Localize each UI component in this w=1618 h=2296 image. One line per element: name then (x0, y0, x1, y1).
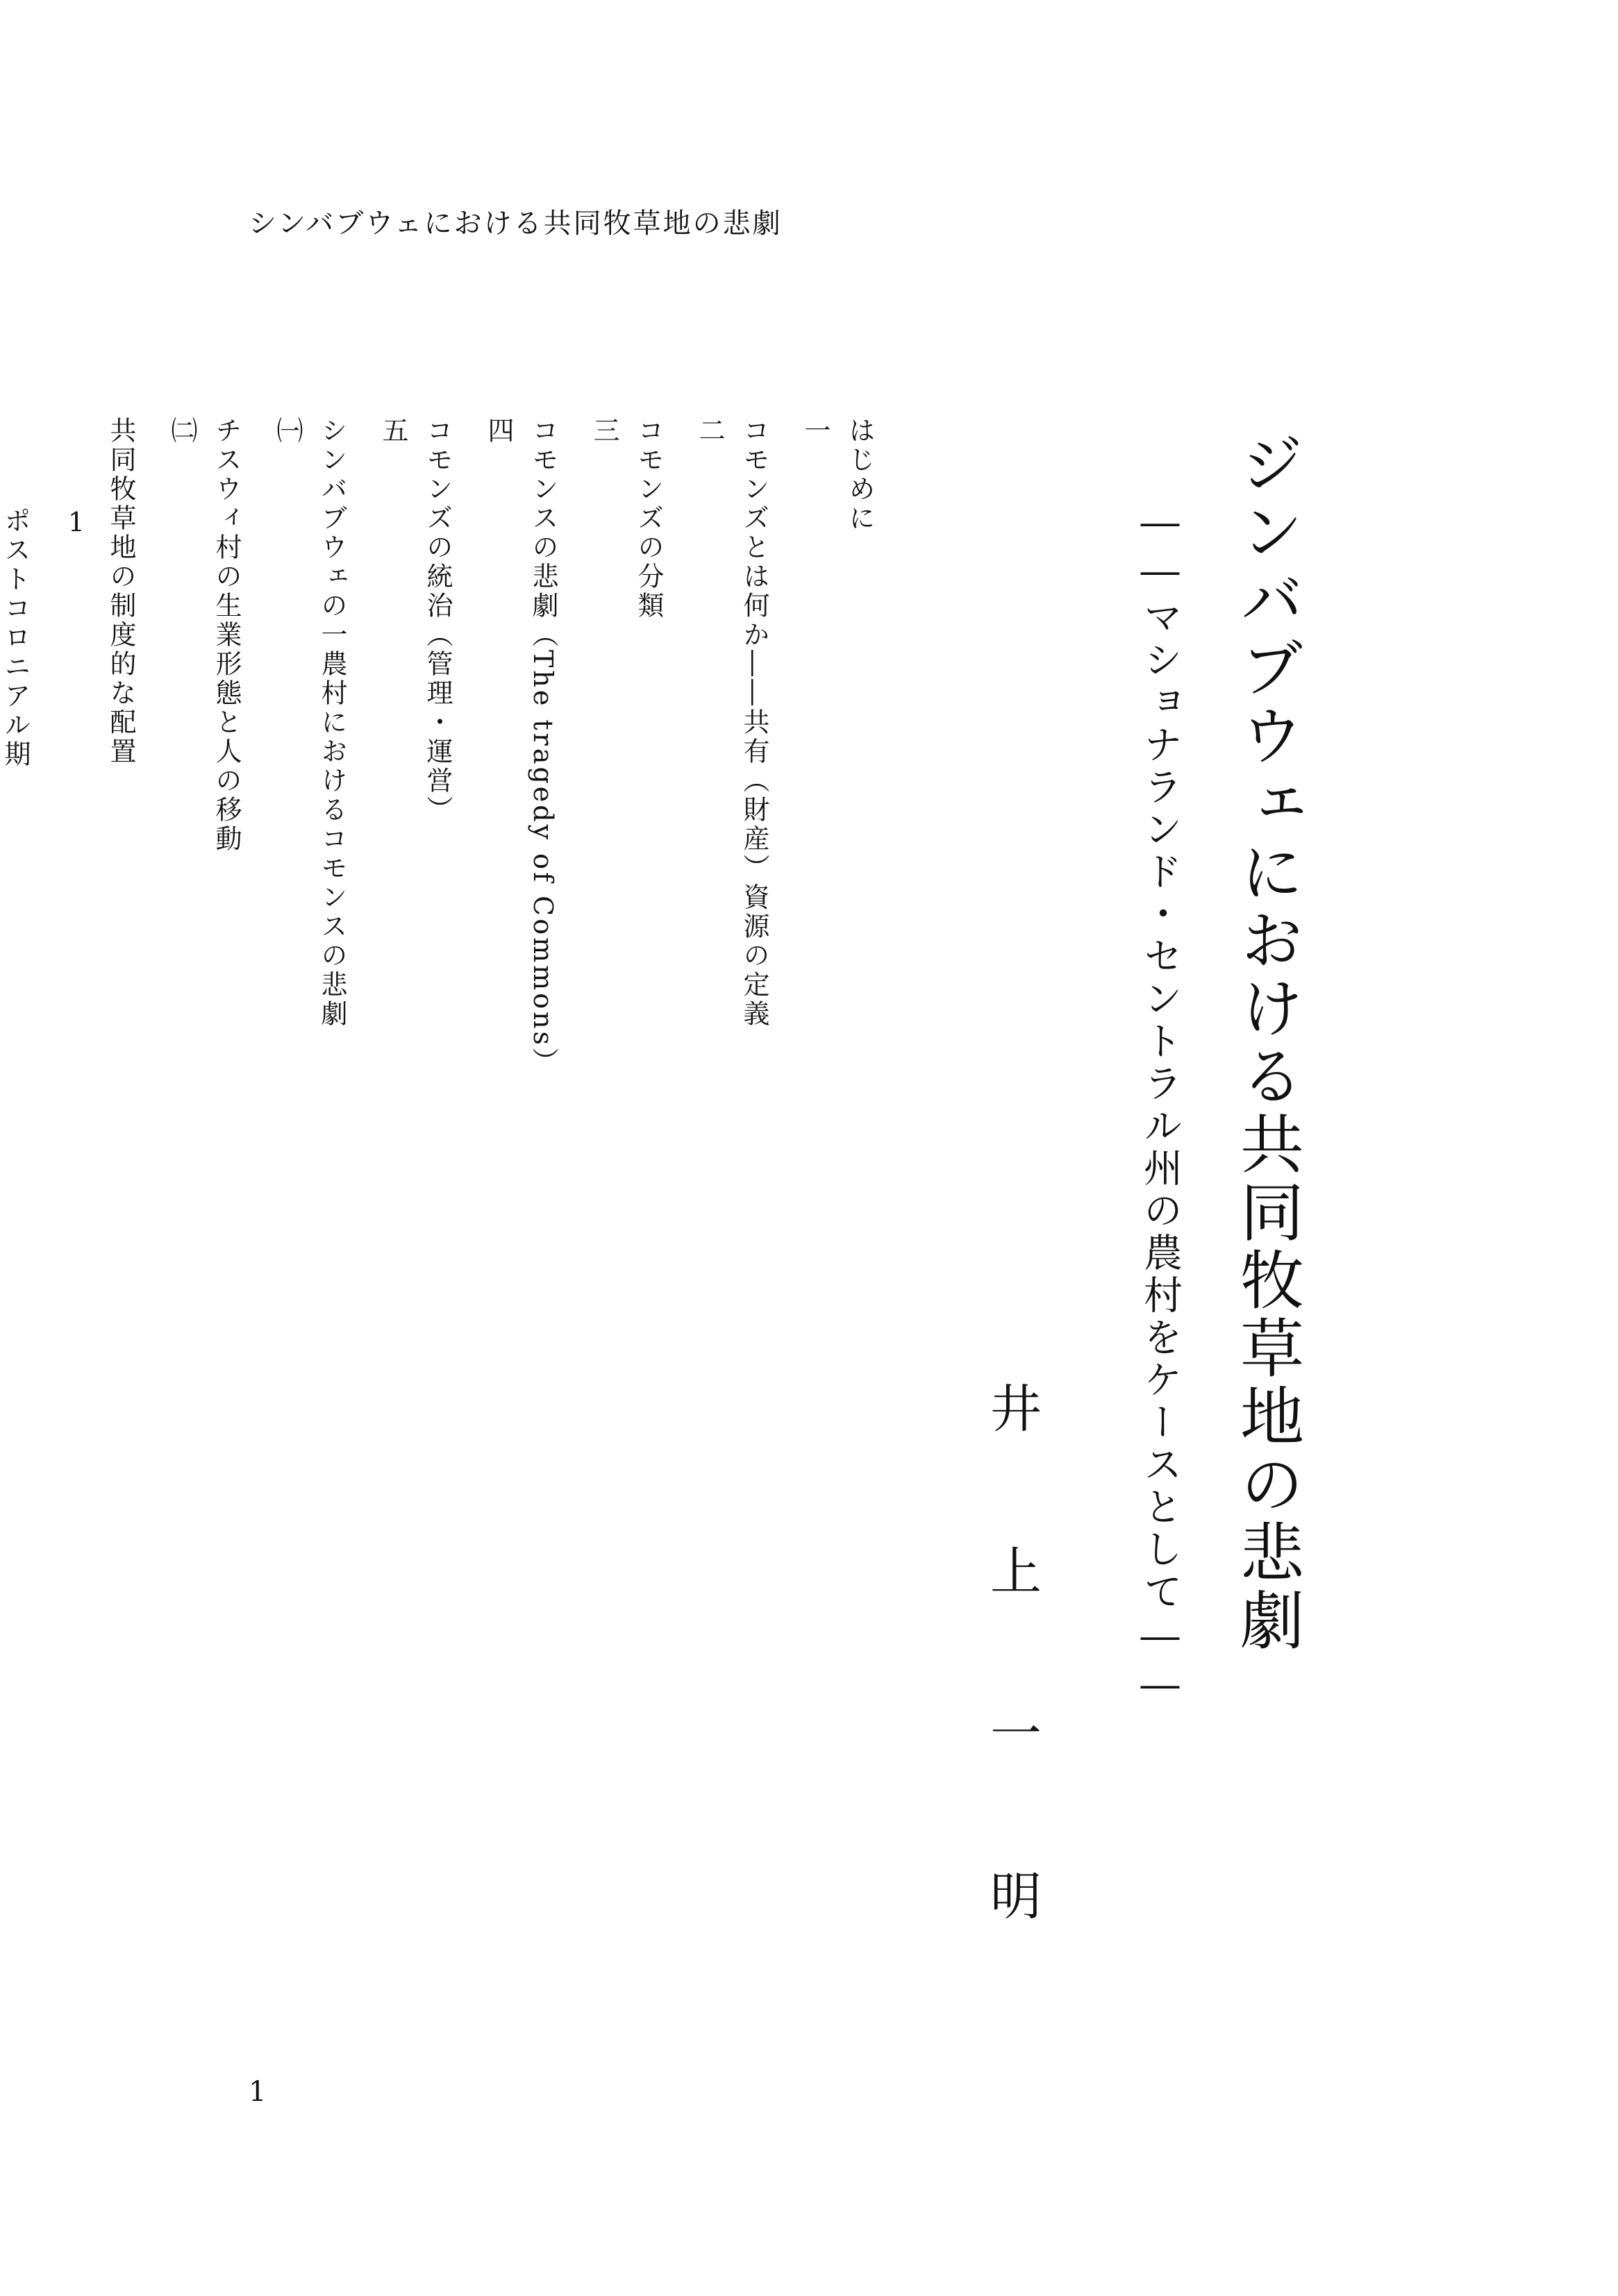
toc-item-text: 共同牧草地の制度的な配置 (106, 417, 136, 766)
toc-item-2[interactable] (626, 417, 732, 1077)
toc-item-text: コモンズの分類 (633, 417, 664, 621)
author-name: 井上一明 (982, 1382, 1042, 2031)
running-header: シンバブウェにおける共同牧草地の悲劇 (249, 208, 783, 240)
table-of-contents (0, 417, 882, 1077)
toc-item-hajimeni[interactable] (837, 417, 882, 1077)
toc-item-number: 五 (378, 417, 408, 446)
toc-item-number: 一 (800, 417, 831, 446)
toc-subitem-1[interactable] (204, 417, 310, 1077)
toc-subitem-2[interactable] (99, 417, 204, 1077)
toc-subsubitem-1[interactable] (0, 417, 99, 1077)
toc-item-number: ㈡ (167, 417, 197, 446)
toc-item-number: 四 (483, 417, 514, 446)
page-number: 1 (249, 2076, 267, 2108)
toc-item-number: 二 (694, 417, 725, 446)
toc-item-text: はじめに (844, 417, 875, 533)
toc-item-4[interactable] (415, 417, 521, 1077)
toc-item-5[interactable] (310, 417, 415, 1077)
toc-item-3[interactable] (521, 417, 626, 1077)
toc-item-number: ㈠ (272, 417, 303, 446)
toc-item-number: 1 (61, 507, 92, 540)
article-subtitle: ――マショナランド・セントラル州の農村をケースとして―― (1137, 500, 1183, 1711)
article-title: ジンバブウェにおける共同牧草地の悲劇 (1230, 430, 1304, 1655)
toc-item-text: ポストコロニアル期 (0, 507, 31, 769)
toc-item-number: 三 (589, 417, 619, 446)
toc-item-text: チスウィ村の生業形態と人の移動 (211, 417, 242, 854)
toc-item-text: シンバブウェの一農村におけるコモンスの悲劇 (317, 417, 347, 1029)
toc-item-1[interactable] (732, 417, 837, 1077)
toc-item-text: コモンスの悲劇（The tragedy of Commons） (528, 417, 558, 1078)
toc-item-text: コモンズの統治（管理・運営） (422, 417, 453, 825)
toc-item-text: コモンズとは何か――共有（財産）資源の定義 (739, 417, 769, 1029)
